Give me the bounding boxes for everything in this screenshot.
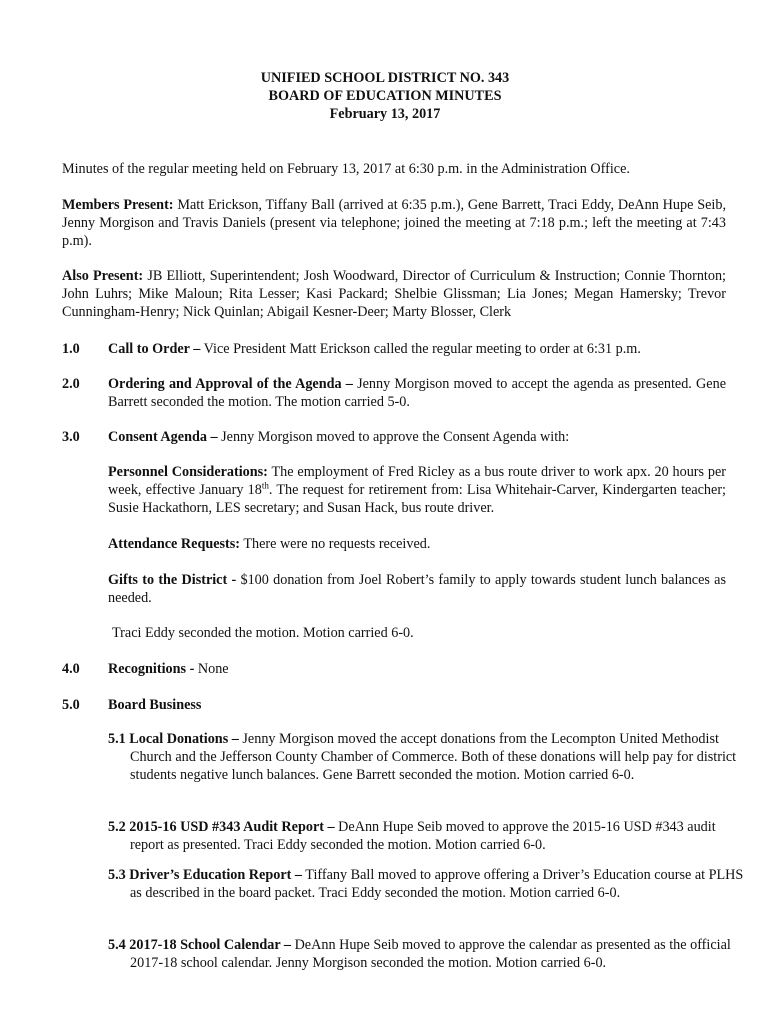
section-body <box>108 428 726 446</box>
gifts-label: Gifts to the District - <box>108 572 237 588</box>
section-text: Jenny Morgison moved to accept the agenda as presented. Gene Barrett seconded the motion. The motion carried 5-0. <box>108 376 726 411</box>
section-title: Recognitions - <box>108 661 195 677</box>
section-text: Jenny Morgison moved to approve the Consent Agenda with: <box>221 429 570 445</box>
personnel-considerations <box>108 463 726 518</box>
section-body <box>108 340 726 358</box>
item-text: DeAnn Hupe Seib moved to approve the calendar as presented as the official 2017-18 school calendar. Jenny Morgison seconded the motion. Motion carried 6-0. <box>130 937 731 972</box>
attendance-label: Attendance Requests: <box>108 536 241 552</box>
section-number: 5.0 <box>62 697 80 713</box>
attendance-requests <box>108 535 726 553</box>
item-school-calendar <box>108 936 752 972</box>
section-body <box>108 696 726 714</box>
members-present <box>62 196 726 251</box>
intro-paragraph: Minutes of the regular meeting held on February 13, 2017 at 6:30 p.m. in the Administration Office. <box>62 161 630 177</box>
item-local-donations <box>108 730 752 785</box>
district-title: UNIFIED SCHOOL DISTRICT NO. 343 <box>260 70 510 86</box>
item-title: 5.2 2015-16 USD #343 Audit Report – <box>108 819 335 835</box>
item-title: 5.3 Driver’s Education Report – <box>108 867 302 883</box>
item-audit-report <box>108 818 752 854</box>
section-number: 4.0 <box>62 661 80 677</box>
section-text: Vice President Matt Erickson called the regular meeting to order at 6:31 p.m. <box>203 341 641 357</box>
personnel-text-b: . The request for retirement from: Lisa Whitehair-Carver, Kindergarten teacher; Susie Hackathorn, LES secretary; and Susan Hack, bus route driver. <box>108 482 726 517</box>
personnel-text-a: The employment of Fred Ricley as a bus route driver to work apx. 20 hours per week, effective January 18 <box>108 464 726 499</box>
also-present-text: JB Elliott, Superintendent; Josh Woodward, Director of Curriculum & Instruction; Connie Thornton; John Luhrs; Mike Maloun; Rita Lesser; Kasi Packard; Shelbie Glissman; Lia Jones; Megan Hamersky; Trevor Cunningham-Henry; Nick Quinlan; Abigail Kesner-Deer; Marty Blosser, Clerk <box>62 268 727 321</box>
attendance-text: There were no requests received. <box>243 536 431 552</box>
also-present-label: Also Present: <box>62 268 144 284</box>
item-text: Jenny Morgison moved the accept donations from the Lecompton United Methodist Church and the Jefferson County Chamber of Commerce. Both of these donations will help pay for district students negative lunch balances. Gene Barrett seconded the motion. Motion carried 6-0. <box>130 731 737 784</box>
document-title: BOARD OF EDUCATION MINUTES <box>268 88 502 104</box>
consent-seconded: Traci Eddy seconded the motion. Motion carried 6-0. <box>112 625 414 641</box>
item-text: DeAnn Hupe Seib moved to approve the 2015-16 USD #343 audit report as presented. Traci Eddy seconded the motion. Motion carried 6-0. <box>130 819 716 854</box>
item-title: 5.1 Local Donations – <box>108 731 239 747</box>
section-number: 2.0 <box>62 376 80 392</box>
gifts-to-district <box>108 571 726 607</box>
members-present-label: Members Present: <box>62 197 174 213</box>
section-number: 1.0 <box>62 341 80 357</box>
gifts-text: $100 donation from Joel Robert’s family to apply towards student lunch balances as needed. <box>108 572 726 607</box>
also-present <box>62 267 726 322</box>
section-body <box>108 375 726 411</box>
section-text: None <box>197 661 229 677</box>
section-body <box>108 660 726 678</box>
members-present-text: Matt Erickson, Tiffany Ball (arrived at 6:35 p.m.), Gene Barrett, Traci Eddy, DeAnn Hupe Seib, Jenny Morgison and Travis Daniels (present via telephone; joined the meeting at 7:18 p.m.; left the meeting at 7:43 p.m). <box>62 197 726 250</box>
item-text: Tiffany Ball moved to approve offering a Driver’s Education course at PLHS as described in the board packet. Traci Eddy seconded the motion. Motion carried 6-0. <box>130 867 744 902</box>
section-title: Ordering and Approval of the Agenda – <box>108 376 353 392</box>
item-title: 5.4 2017-18 School Calendar – <box>108 937 292 953</box>
section-title: Consent Agenda – <box>108 429 218 445</box>
meeting-date: February 13, 2017 <box>329 106 441 122</box>
ordinal-suffix: th <box>261 480 269 491</box>
personnel-label: Personnel Considerations: <box>108 464 268 480</box>
section-title: Call to Order – <box>108 341 201 357</box>
section-number: 3.0 <box>62 429 80 445</box>
section-title: Board Business <box>108 697 202 713</box>
item-drivers-education <box>108 866 752 902</box>
